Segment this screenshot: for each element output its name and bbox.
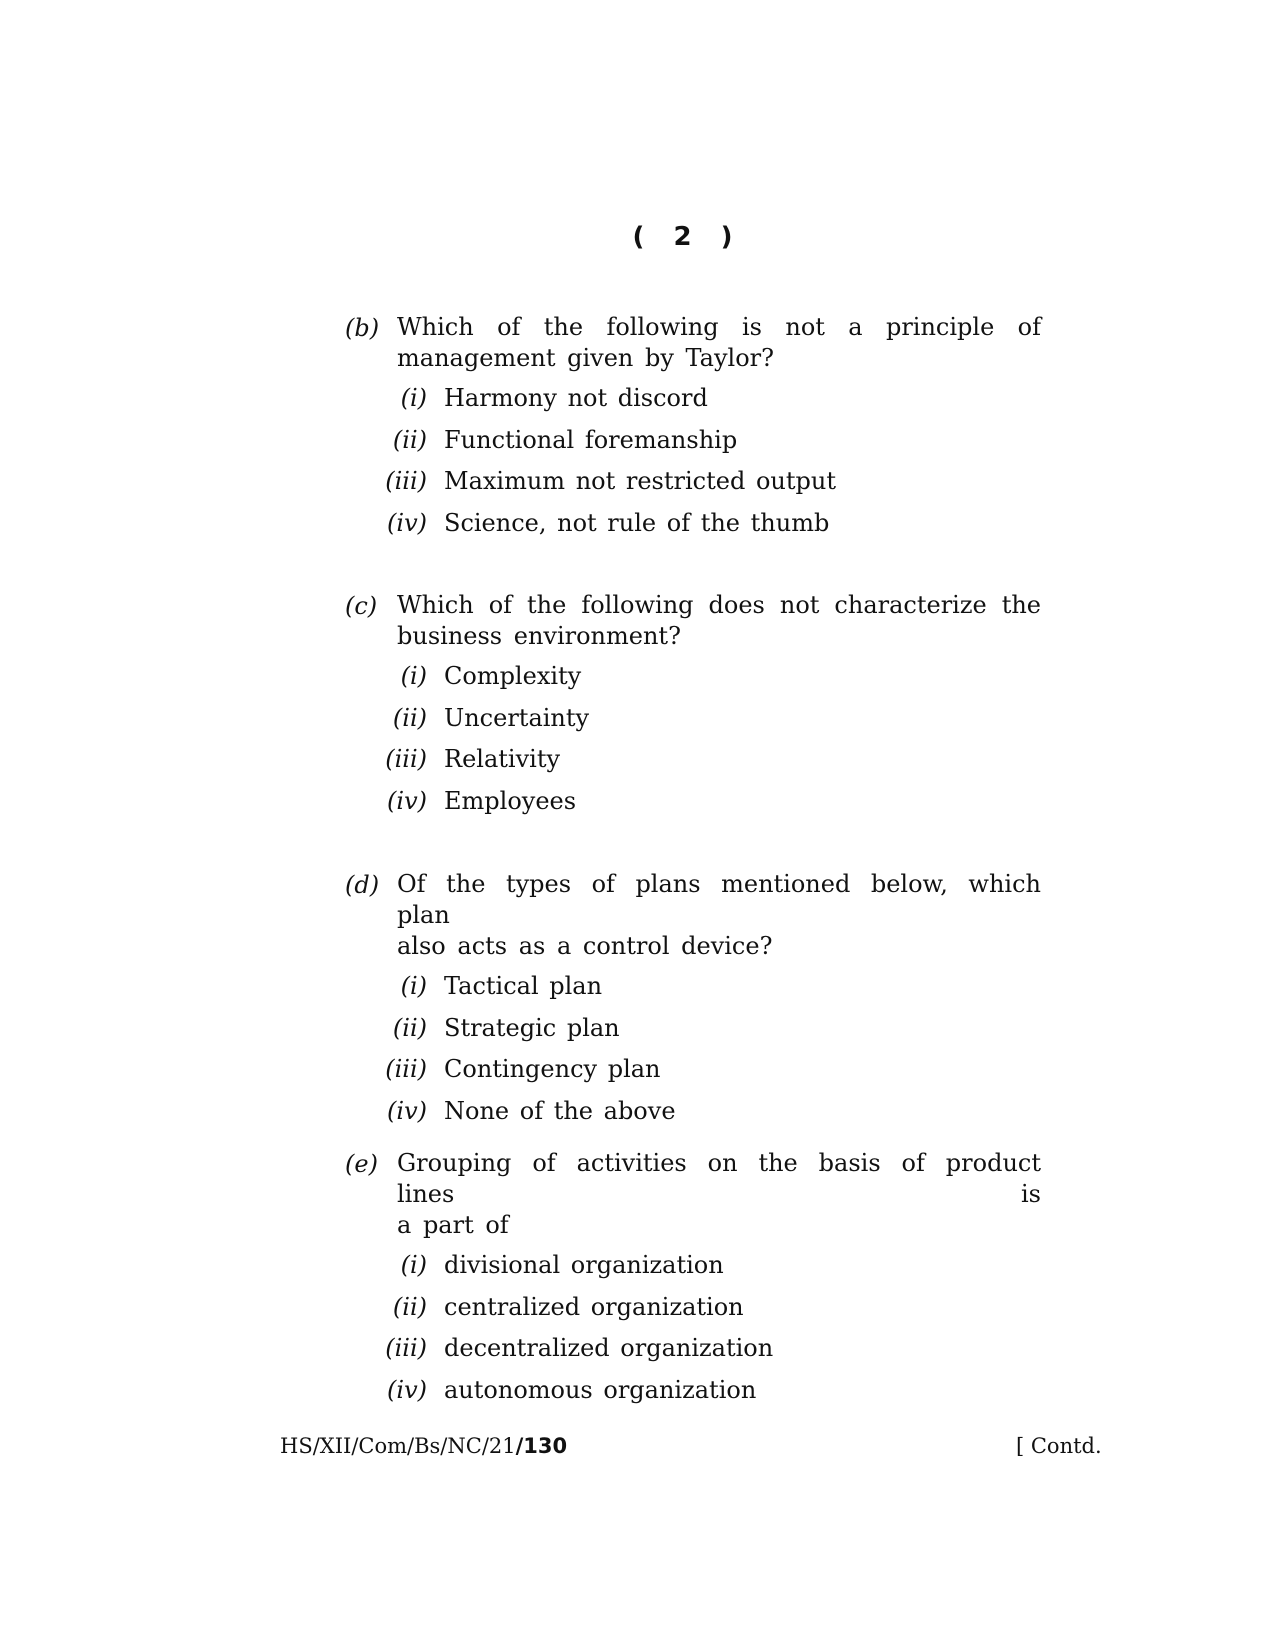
page-number: ( 2 ): [632, 222, 743, 252]
question-stem: [397, 312, 1041, 374]
option-item: [345, 382, 1045, 424]
question-stem: [397, 869, 1041, 962]
option-label: (iv): [387, 1375, 427, 1404]
question-d: [345, 869, 1045, 1136]
options-list: [345, 1249, 1045, 1415]
options-list: [345, 382, 1045, 548]
option-label: (iii): [385, 467, 427, 495]
option-text: Strategic plan: [444, 1013, 620, 1042]
option-label: (iv): [387, 508, 427, 537]
option-text: Employees: [444, 786, 577, 815]
option-text: decentralized organization: [444, 1334, 774, 1362]
paper-code-prefix: HS/XII/Com/Bs/NC/21: [280, 1434, 516, 1458]
question-stem: [397, 590, 1041, 652]
option-item: [345, 1332, 1045, 1374]
question-stem-line-1: Which of the following does not characterize the: [397, 591, 1041, 619]
option-text: Complexity: [444, 662, 582, 690]
option-text: Contingency plan: [444, 1055, 661, 1083]
option-text: Harmony not discord: [444, 384, 708, 412]
option-label: (i): [400, 384, 427, 412]
option-label: (i): [400, 972, 427, 1000]
option-label: (i): [400, 662, 427, 690]
option-label: (iv): [387, 786, 427, 815]
question-stem-line-2: business environment?: [397, 622, 681, 650]
option-text: autonomous organization: [444, 1375, 757, 1404]
option-label: (iv): [387, 1096, 427, 1125]
option-item: [345, 1249, 1045, 1291]
option-label: (ii): [392, 703, 427, 732]
option-text: centralized organization: [444, 1292, 744, 1321]
paper-code: [280, 1432, 567, 1460]
option-text: Functional foremanship: [444, 425, 738, 454]
option-text: Uncertainty: [444, 703, 590, 732]
option-label: (ii): [392, 1292, 427, 1321]
option-label: (iii): [385, 1334, 427, 1362]
option-label: (ii): [392, 1013, 427, 1042]
options-list: [345, 970, 1045, 1136]
option-item: [345, 743, 1045, 785]
question-b: [345, 312, 1045, 548]
question-stem: [397, 1148, 1041, 1241]
option-item: [345, 970, 1045, 1012]
option-text: Science, not rule of the thumb: [444, 508, 830, 537]
question-stem-line-2: a part of: [397, 1211, 509, 1239]
option-item: [345, 660, 1045, 702]
option-label: (iii): [385, 745, 427, 773]
question-label: (e): [345, 1150, 378, 1178]
question-stem-line-1: Grouping of activities on the basis of product lines is: [397, 1149, 1041, 1208]
option-label: (ii): [392, 425, 427, 454]
question-stem-line-2: also acts as a control device?: [397, 932, 773, 960]
option-item: [345, 465, 1045, 507]
question-stem-line-2: management given by Taylor?: [397, 344, 775, 372]
option-text: Maximum not restricted output: [444, 467, 836, 495]
option-item: [345, 1291, 1045, 1333]
question-stem-line-1: Of the types of plans mentioned below, which plan: [397, 870, 1041, 929]
option-text: Tactical plan: [444, 972, 603, 1000]
option-item: [345, 1095, 1045, 1137]
option-label: (iii): [385, 1055, 427, 1083]
continued-note: [ Contd.: [1016, 1434, 1102, 1458]
question-label: (c): [345, 592, 378, 620]
option-text: Relativity: [444, 745, 561, 773]
question-stem-line-1: Which of the following is not a principle of: [397, 313, 1041, 341]
option-item: [345, 1374, 1045, 1416]
option-item: [345, 1053, 1045, 1095]
paper-code-number: /130: [515, 1434, 568, 1458]
question-c: [345, 590, 1045, 826]
option-label: (i): [400, 1251, 427, 1279]
question-e: [345, 1148, 1045, 1415]
option-text: None of the above: [444, 1096, 676, 1125]
question-label: (d): [345, 871, 380, 899]
option-text: divisional organization: [444, 1251, 724, 1279]
option-item: [345, 1012, 1045, 1054]
question-label: (b): [345, 314, 380, 342]
option-item: [345, 507, 1045, 549]
option-item: [345, 424, 1045, 466]
option-item: [345, 702, 1045, 744]
options-list: [345, 660, 1045, 826]
option-item: [345, 785, 1045, 827]
